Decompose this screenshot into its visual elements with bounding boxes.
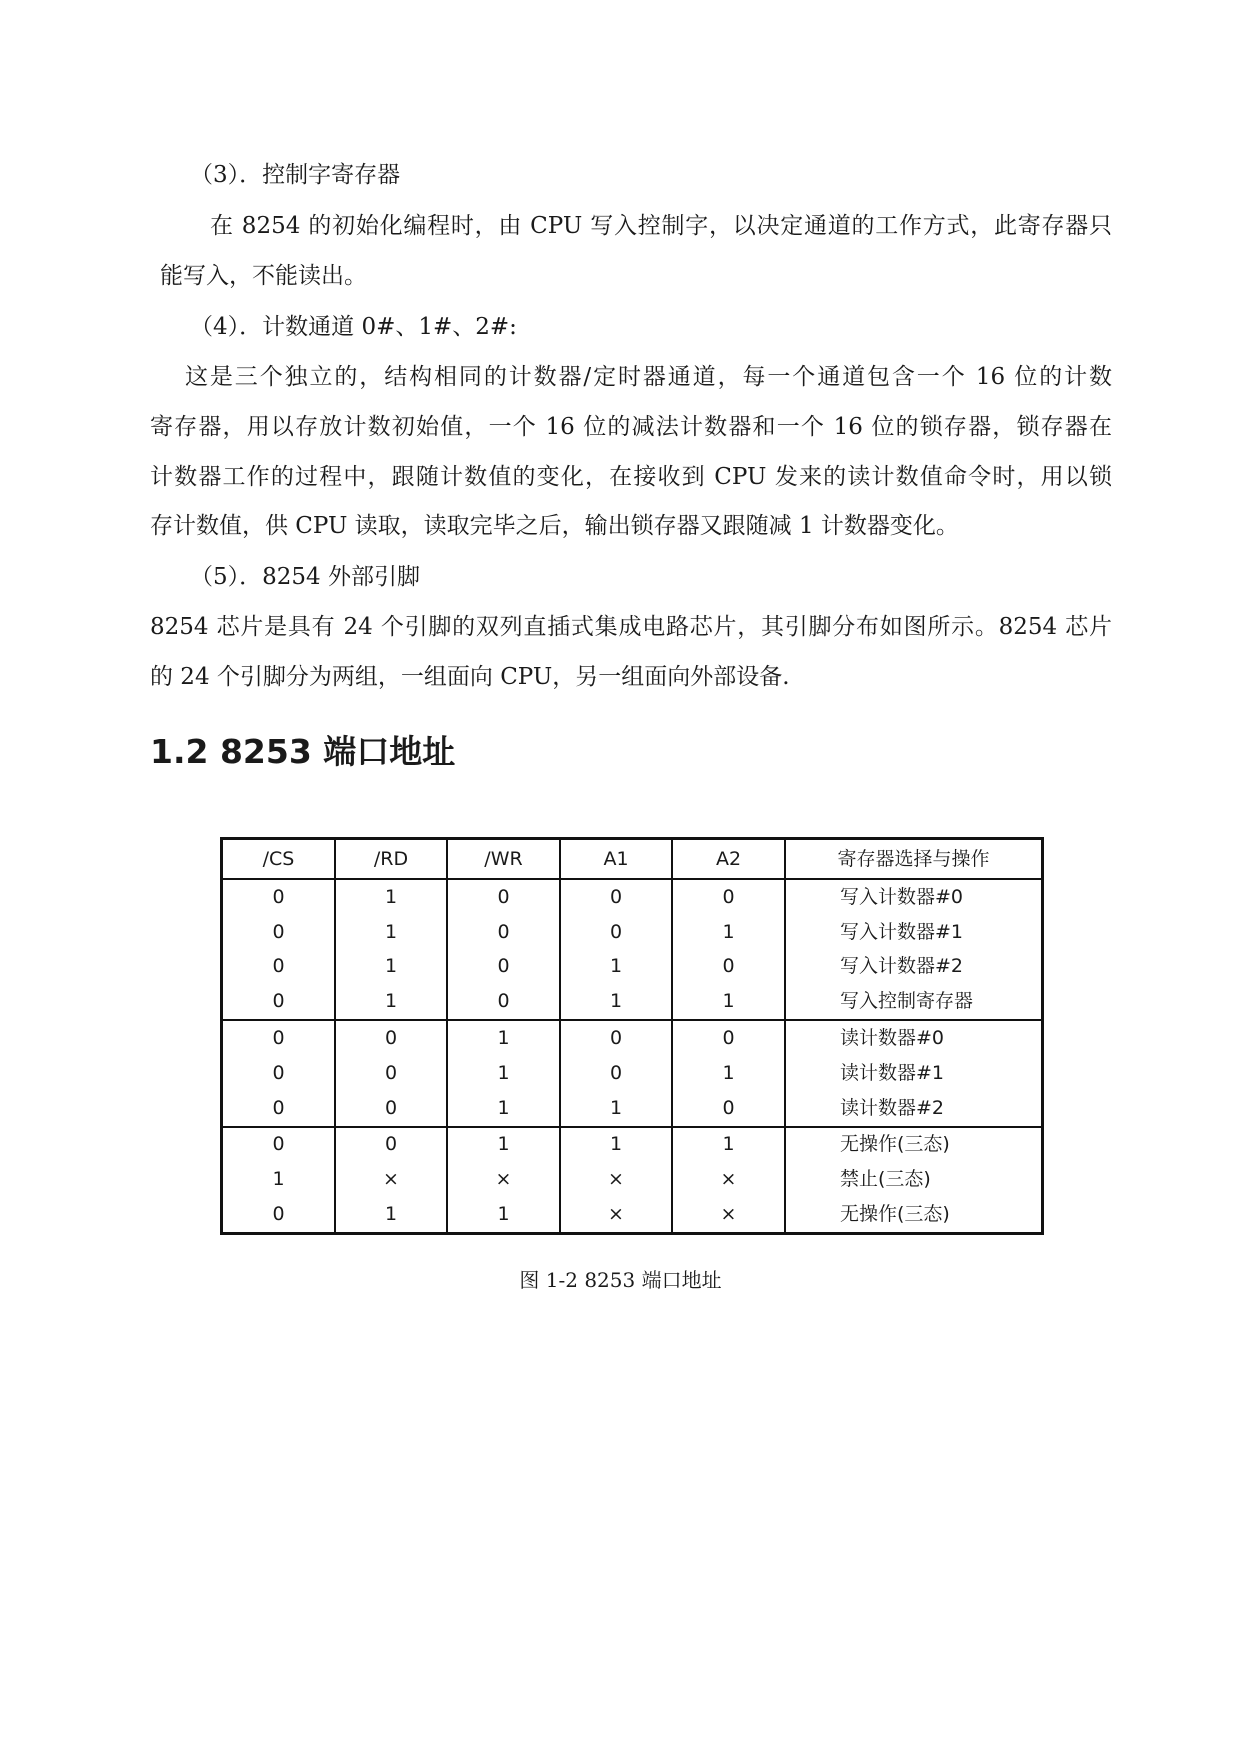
port-address-table (220, 837, 1044, 1235)
cell-a1: 1 (560, 1091, 672, 1127)
header-a1: A1 (560, 840, 672, 879)
cell-cs: 0 (272, 885, 285, 908)
cell-a2: × (672, 1162, 785, 1197)
cell-operation: 写入计数器#1 (785, 915, 1041, 950)
cell-a1: 1 (560, 1127, 672, 1163)
cell-wr: 0 (447, 879, 560, 915)
paragraph-external-pins-line-1: 8254 芯片是具有 24 个引脚的双列直插式集成电路芯片，其引脚分布如图所示。8254 芯片 (150, 614, 1112, 640)
cell-a2: 1 (672, 1127, 785, 1163)
table-row (223, 950, 1041, 985)
paragraph-counter-channels-line-4: 存计数值，供 CPU 读取，读取完毕之后，输出锁存器又跟随减 1 计数器变化。 (150, 513, 959, 539)
paragraph-external-pins-line-2: 的 24 个引脚分为两组，一组面向 CPU，另一组面向外部设备. (150, 664, 790, 690)
cell-rd: 0 (335, 1091, 447, 1127)
cell-a1: × (560, 1162, 672, 1197)
paragraph-counter-channels-line-3: 计数器工作的过程中，跟随计数值的变化，在接收到 CPU 发来的读计数值命令时，用以锁 (150, 464, 1112, 490)
cell-rd: 1 (335, 950, 447, 985)
cell-cs: 0 (272, 1027, 285, 1050)
cell-a1: 0 (560, 1020, 672, 1056)
cell-rd: 0 (335, 1020, 447, 1056)
paragraph-control-register-line-1: 在 8254 的初始化编程时，由 CPU 写入控制字，以决定通道的工作方式，此寄存器只 (210, 213, 1112, 239)
cell-a1: 0 (560, 1056, 672, 1091)
cell-a1: 0 (560, 879, 672, 915)
table-row (223, 915, 1041, 950)
table-row (223, 1056, 1041, 1091)
section-heading: 1.2 8253 端口地址 (150, 732, 456, 771)
cell-wr: 1 (447, 1091, 560, 1127)
cell-a1: 1 (560, 950, 672, 985)
cell-operation: 写入控制寄存器 (785, 984, 1041, 1020)
cell-operation: 读计数器#1 (785, 1056, 1041, 1091)
cell-cs: 0 (272, 1061, 285, 1084)
cell-a1: 1 (560, 984, 672, 1020)
cell-wr: 0 (447, 915, 560, 950)
header-operation: 寄存器选择与操作 (785, 840, 1041, 879)
table-row (223, 1162, 1041, 1197)
cell-cs: 0 (223, 984, 335, 1020)
cell-a2: 0 (672, 950, 785, 985)
header-a2: A2 (672, 840, 785, 879)
cell-operation: 读计数器#0 (785, 1020, 1041, 1056)
paragraph-counter-channels-line-2: 寄存器，用以存放计数初始值，一个 16 位的减法计数器和一个 16 位的锁存器，锁存器在 (150, 414, 1112, 440)
paragraph-counter-channels-line-1: 这是三个独立的，结构相同的计数器/定时器通道，每一个通道包含一个 16 位的计数 (185, 364, 1112, 390)
cell-operation: 写入计数器#0 (785, 879, 1041, 915)
cell-rd: 0 (335, 1127, 447, 1163)
cell-cs: 0 (272, 920, 285, 943)
cell-a2: 0 (672, 1091, 785, 1127)
cell-a1: 0 (560, 915, 672, 950)
cell-operation: 无操作(三态) (785, 1127, 1041, 1163)
cell-a2: 0 (672, 1020, 785, 1056)
table-row (223, 1127, 1041, 1163)
table-row (223, 1020, 1041, 1056)
subheading-counter-channels: （4）．计数通道 0#、1#、2#: (190, 314, 517, 340)
cell-rd: 1 (335, 984, 447, 1020)
table-row (223, 879, 1041, 915)
table-row (223, 1197, 1041, 1232)
cell-wr: × (447, 1162, 560, 1197)
paragraph-control-register-line-2: 能写入，不能读出。 (160, 263, 367, 289)
cell-a2: 1 (672, 915, 785, 950)
table-header-row (223, 840, 1041, 879)
table-row (223, 984, 1041, 1020)
subheading-control-register: （3）．控制字寄存器 (190, 162, 401, 188)
cell-operation: 禁止(三态) (785, 1162, 1041, 1197)
cell-cs: 0 (272, 955, 285, 978)
table-row (223, 1091, 1041, 1127)
cell-a2: 1 (672, 1056, 785, 1091)
cell-wr: 1 (447, 1127, 560, 1163)
cell-wr: 1 (447, 1056, 560, 1091)
cell-a2: 1 (672, 984, 785, 1020)
cell-cs: 0 (272, 1203, 285, 1226)
cell-a1: × (560, 1197, 672, 1232)
cell-rd: × (335, 1162, 447, 1197)
header-cs: /CS (223, 840, 335, 879)
cell-rd: 1 (335, 915, 447, 950)
subheading-external-pins: （5）．8254 外部引脚 (190, 564, 420, 590)
header-wr: /WR (447, 840, 560, 879)
cell-wr: 0 (447, 950, 560, 985)
cell-operation: 读计数器#2 (785, 1091, 1041, 1127)
cell-wr: 0 (447, 984, 560, 1020)
cell-a2: 0 (672, 879, 785, 915)
cell-cs: 1 (272, 1168, 285, 1191)
cell-cs: 0 (223, 1091, 335, 1127)
cell-wr: 1 (447, 1197, 560, 1232)
cell-operation: 无操作(三态) (785, 1197, 1041, 1232)
cell-rd: 1 (335, 879, 447, 915)
cell-wr: 1 (447, 1020, 560, 1056)
cell-operation: 写入计数器#2 (785, 950, 1041, 985)
cell-a2: × (672, 1197, 785, 1232)
cell-rd: 1 (335, 1197, 447, 1232)
header-rd: /RD (335, 840, 447, 879)
cell-rd: 0 (335, 1056, 447, 1091)
cell-cs: 0 (272, 1133, 285, 1156)
figure-caption: 图 1-2 8253 端口地址 (519, 1268, 722, 1292)
